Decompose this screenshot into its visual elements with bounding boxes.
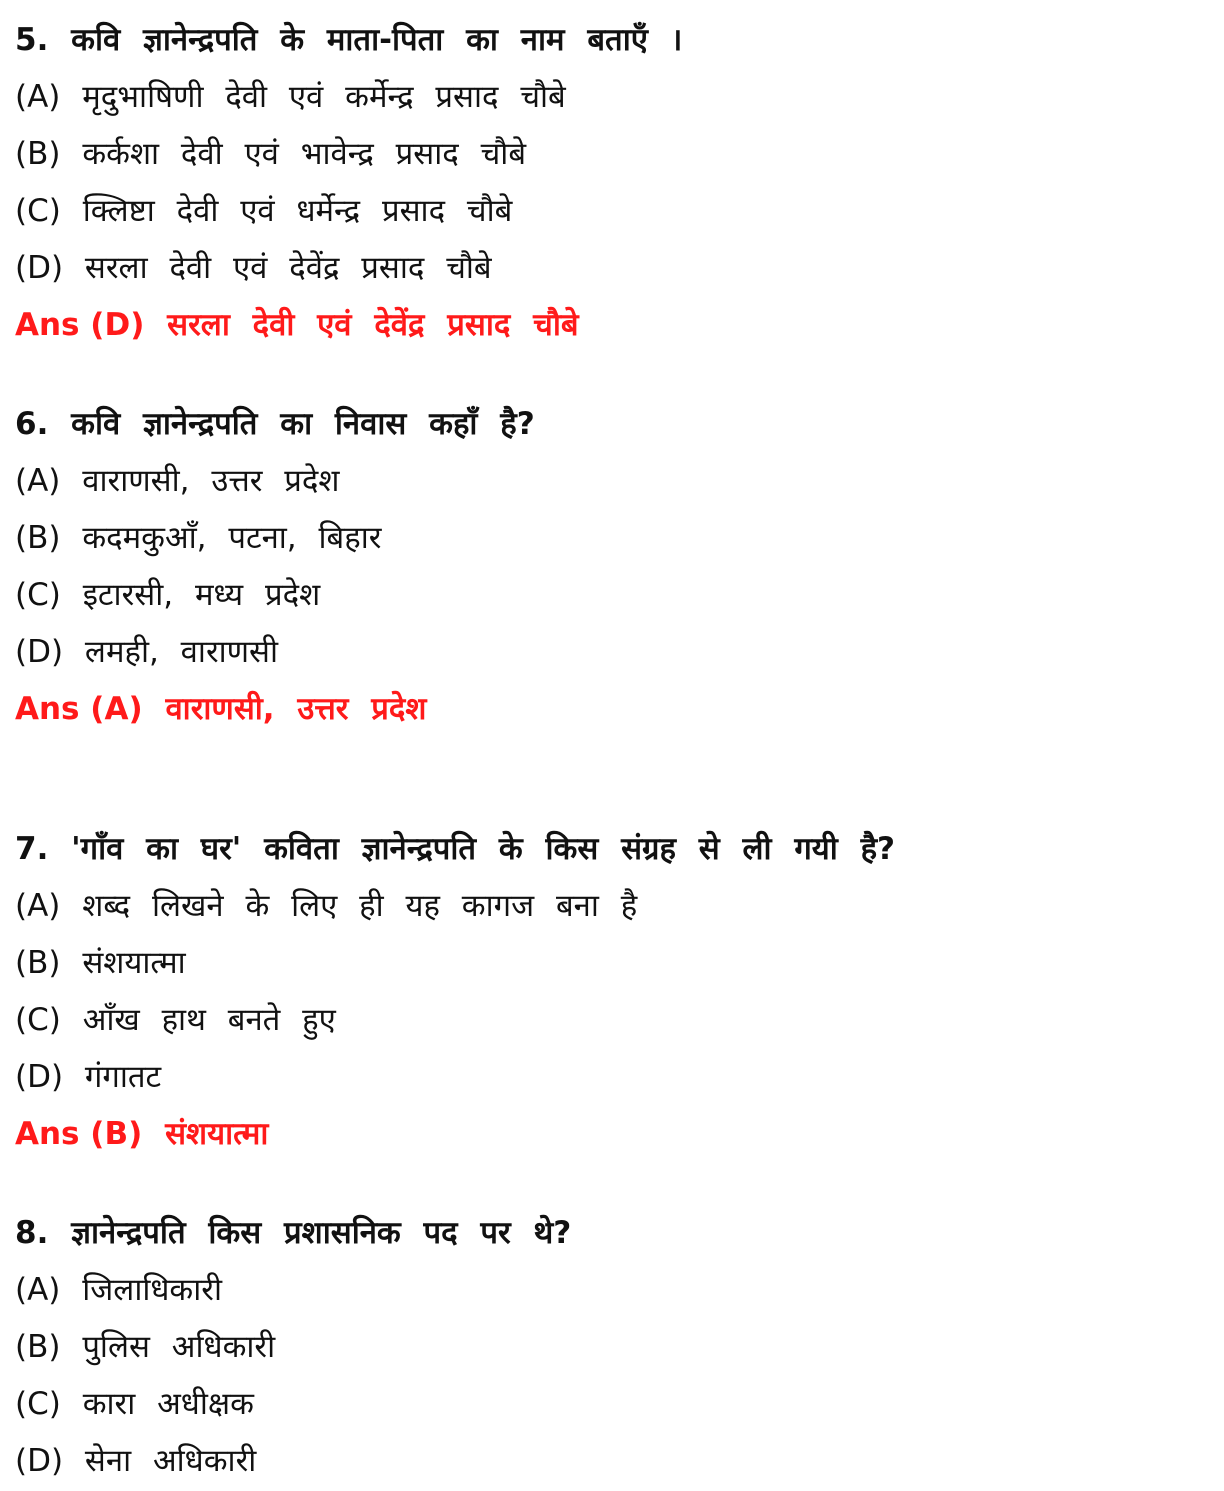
question-number: 6.	[15, 406, 49, 442]
option-a	[15, 461, 339, 501]
option-a	[15, 886, 637, 926]
question-text: कवि ज्ञानेन्द्रपति का निवास कहाँ है?	[71, 406, 535, 442]
question-text: कवि ज्ञानेन्द्रपति के माता-पिता का नाम बताएँ ।	[71, 22, 683, 58]
option-text: मृदुभाषिणी देवी एवं कर्मेन्द्र प्रसाद चौबे	[82, 79, 566, 115]
option-label: (D)	[15, 1059, 64, 1095]
option-a	[15, 77, 566, 117]
option-text: लमही, वाराणसी	[84, 634, 279, 670]
option-label: (C)	[15, 193, 61, 229]
question-7	[15, 829, 895, 869]
option-b	[15, 134, 526, 174]
option-text: कर्कशा देवी एवं भावेन्द्र प्रसाद चौबे	[82, 136, 527, 172]
question-number: 8.	[15, 1215, 49, 1251]
option-text: पुलिस अधिकारी	[82, 1329, 276, 1365]
option-label: (A)	[15, 1272, 61, 1308]
option-label: (B)	[15, 1329, 61, 1365]
option-text: कदमकुआँ, पटना, बिहार	[82, 520, 382, 556]
option-label: (C)	[15, 1386, 61, 1422]
option-label: (B)	[15, 520, 61, 556]
option-label: (A)	[15, 888, 61, 924]
option-d	[15, 248, 492, 288]
option-b	[15, 943, 186, 983]
option-text: आँख हाथ बनते हुए	[82, 1002, 336, 1038]
option-text: कारा अधीक्षक	[82, 1386, 254, 1422]
answer-line	[15, 305, 579, 345]
option-text: वाराणसी, उत्तर प्रदेश	[82, 463, 340, 499]
question-text: 'गाँव का घर' कविता ज्ञानेन्द्रपति के किस संग्रह से ली गयी है?	[71, 831, 896, 867]
answer-text: संशयात्मा	[165, 1116, 269, 1152]
question-8	[15, 1213, 571, 1253]
option-d	[15, 632, 278, 672]
option-label: (A)	[15, 463, 61, 499]
answer-text: वाराणसी, उत्तर प्रदेश	[165, 691, 427, 727]
option-d	[15, 1441, 256, 1481]
question-text: ज्ञानेन्द्रपति किस प्रशासनिक पद पर थे?	[71, 1215, 572, 1251]
option-c	[15, 191, 512, 231]
option-label: (D)	[15, 634, 64, 670]
option-c	[15, 1384, 254, 1424]
option-text: जिलाधिकारी	[82, 1272, 222, 1308]
option-label: (B)	[15, 136, 61, 172]
question-5	[15, 20, 682, 60]
option-label: (C)	[15, 1002, 61, 1038]
option-b	[15, 518, 381, 558]
answer-prefix: Ans (D)	[15, 307, 145, 343]
option-label: (B)	[15, 945, 61, 981]
option-text: शब्द लिखने के लिए ही यह कागज बना है	[82, 888, 638, 924]
option-a	[15, 1270, 222, 1310]
option-b	[15, 1327, 275, 1367]
option-text: क्लिष्टा देवी एवं धर्मेन्द्र प्रसाद चौबे	[82, 193, 513, 229]
answer-line	[15, 1114, 268, 1154]
question-6	[15, 404, 535, 444]
option-c	[15, 1000, 336, 1040]
question-number: 5.	[15, 22, 49, 58]
option-c	[15, 575, 320, 615]
option-label: (C)	[15, 577, 61, 613]
answer-prefix: Ans (B)	[15, 1116, 143, 1152]
answer-line	[15, 689, 426, 729]
question-number: 7.	[15, 831, 49, 867]
option-text: सेना अधिकारी	[84, 1443, 257, 1479]
option-text: सरला देवी एवं देवेंद्र प्रसाद चौबे	[84, 250, 492, 286]
option-label: (A)	[15, 79, 61, 115]
answer-prefix: Ans (A)	[15, 691, 143, 727]
option-text: गंगातट	[84, 1059, 162, 1095]
option-label: (D)	[15, 250, 64, 286]
option-text: संशयात्मा	[82, 945, 186, 981]
option-label: (D)	[15, 1443, 64, 1479]
answer-text: सरला देवी एवं देवेंद्र प्रसाद चौबे	[167, 307, 579, 343]
option-text: इटारसी, मध्य प्रदेश	[82, 577, 321, 613]
option-d	[15, 1057, 161, 1097]
